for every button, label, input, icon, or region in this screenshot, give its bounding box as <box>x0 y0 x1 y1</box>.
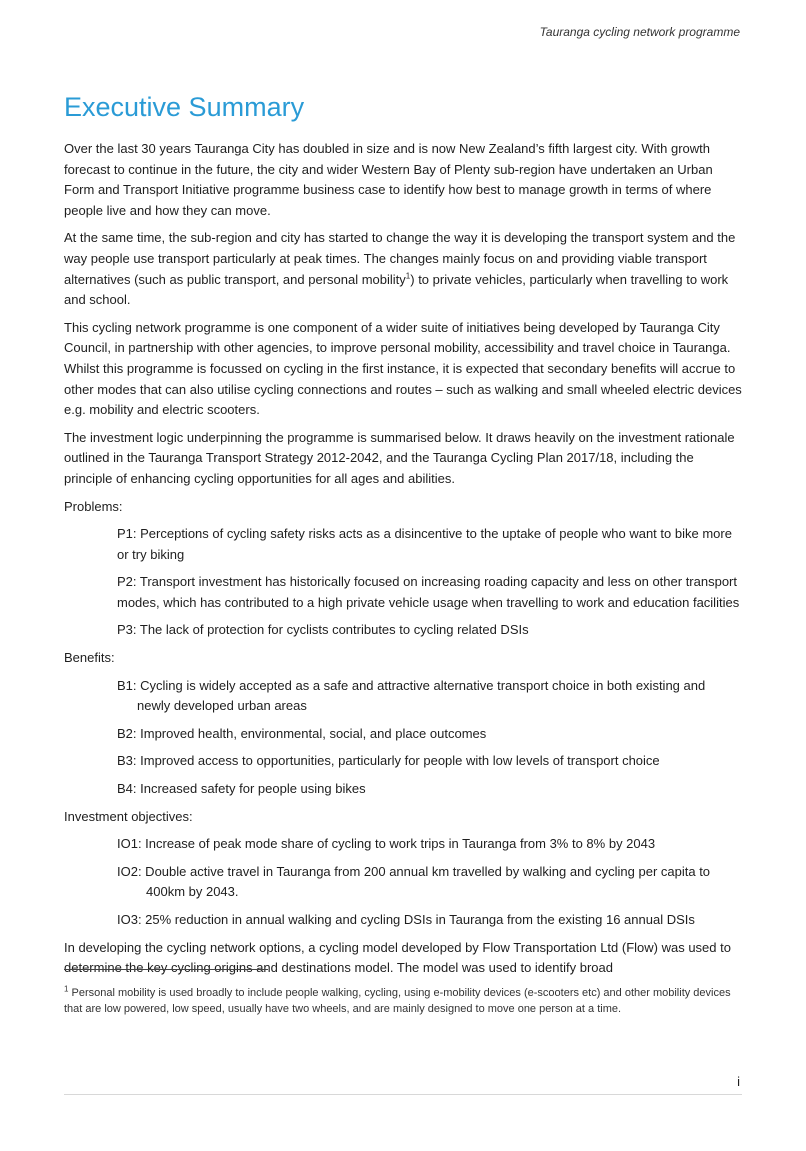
problem-item: P1: Perceptions of cycling safety risks acts as a disincentive to the uptake of people who want to bike more or try biking <box>117 526 732 562</box>
objectives-label: Investment objectives: <box>64 808 193 824</box>
benefit-item: B3: Improved access to opportunities, particularly for people with low levels of transport choice <box>117 753 660 769</box>
footnote <box>64 985 740 1017</box>
footnote-divider <box>64 969 268 970</box>
problems-label: Problems: <box>64 498 123 514</box>
objective-item: IO1: Increase of peak mode share of cycling to work trips in Tauranga from 3% to 8% by 2043 <box>117 836 656 852</box>
paragraph-growth: Over the last 30 years Tauranga City has doubled in size and is now New Zealand’s fifth largest city. With growth forecast to continue in the future, the city and wider Western Bay of Plenty sub-region have undertaken an Urban Form and Transport Initiative programme business case to identify how best to manage growth in terms of where people live and how they can move. <box>64 141 713 218</box>
problem-item: P3: The lack of protection for cyclists contributes to cycling related DSIs <box>117 622 529 638</box>
running-header: Tauranga cycling network programme <box>539 25 740 39</box>
footnote-number: 1 <box>64 984 69 994</box>
objective-item: IO3: 25% reduction in annual walking and cycling DSIs in Tauranga from the existing 16 annual DSIs <box>117 912 695 927</box>
paragraph-programme-scope: This cycling network programme is one component of a wider suite of initiatives being developed by Tauranga City Council, in partnership with other agencies, to improve personal mobility, accessibility and travel choice in Tauranga. Whilst this programme is focussed on cycling in the first instance, it is expected that secondary benefits will accrue to other modes that can also utilise cycling connections and routes – such as walking and small wheeled electric devices e.g. mobility and electric scooters. <box>64 319 742 418</box>
section-body <box>64 139 742 986</box>
paragraph-cycling-model: In developing the cycling network options, a cycling model developed by Flow Transportation Ltd (Flow) was used to determine the key cycling origins and destinations model. The model was used to identify broad <box>64 939 731 976</box>
page-number: i <box>737 1074 740 1089</box>
benefit-item: B1: Cycling is widely accepted as a safe and attractive alternative transport choice in both existing and newly developed urban areas <box>117 677 706 714</box>
section-title: Executive Summary <box>64 92 305 122</box>
benefits-label: Benefits: <box>64 650 115 666</box>
objective-item: IO2: Double active travel in Tauranga from 200 annual km travelled by walking and cycling per capita to 400km by 2043. <box>117 863 711 900</box>
footnote-ref[interactable]: 1 <box>405 271 411 281</box>
benefit-item: B4: Increased safety for people using bikes <box>117 781 366 797</box>
paragraph-transport-change: At the same time, the sub-region and city has started to change the way it is developing the transport system and the way people use transport particularly at peak times. The changes mainly focus on and providing viable transport alternatives (such as public transport, and personal mobility$^1$) to private vehicles, particularly when travelling to work and school. <box>64 230 736 308</box>
footer-divider <box>64 1094 742 1095</box>
benefit-item: B2: Improved health, environmental, social, and place outcomes <box>117 725 487 741</box>
footnote-text: Personal mobility is used broadly to include people walking, cycling, using e-mobility devices (e-scooters etc) and other mobility devices that are low powered, low speed, usually have two wheels, and are mainly designed to move one person at a time. <box>64 987 731 1015</box>
problem-item: P2: Transport investment has historically focused on increasing roading capacity and less on other transport modes, which has contributed to a high private vehicle usage when travelling to work and education facilities <box>117 574 740 610</box>
paragraph-investment-logic: The investment logic underpinning the programme is summarised below. It draws heavily on the investment rationale outlined in the Tauranga Transport Strategy 2012-2042, and the Tauranga Cycling Plan 2017/18, including the principle of enhancing cycling opportunities for all ages and abilities. <box>64 429 735 486</box>
